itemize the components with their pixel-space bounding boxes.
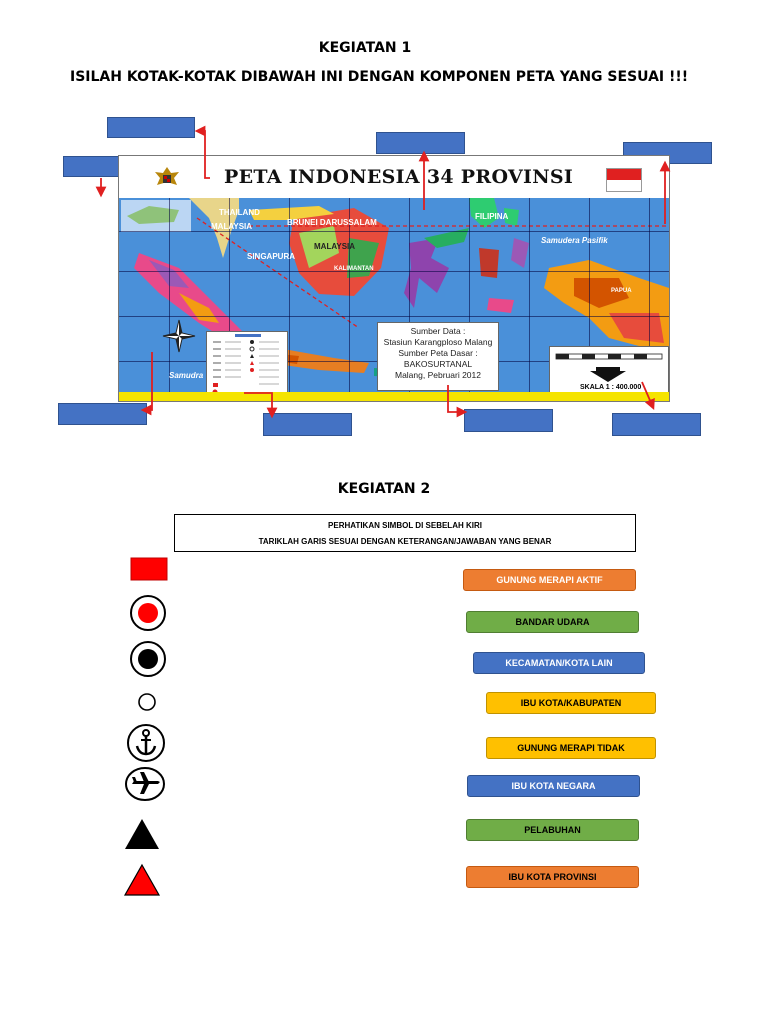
label-samudera: Samudra bbox=[169, 371, 204, 380]
label-papua: PAPUA bbox=[611, 288, 632, 294]
black-dot-circle-icon bbox=[128, 641, 168, 677]
scale-label: SKALA 1 : 400.000 bbox=[580, 384, 642, 391]
label-kalimantan: KALIMANTAN bbox=[334, 266, 374, 272]
answer-ibu-kota-kabupaten[interactable]: IBU KOTA/KABUPATEN bbox=[486, 692, 656, 714]
source-line-3: Sumber Peta Dasar : bbox=[398, 348, 478, 358]
red-dot-circle-icon bbox=[128, 595, 168, 631]
answer-gunung-merapi-aktif[interactable]: GUNUNG MERAPI AKTIF bbox=[463, 569, 636, 591]
kegiatan-2-heading: KEGIATAN 2 bbox=[337, 481, 431, 497]
label-malaysia-east: MALAYSIA bbox=[314, 242, 356, 251]
answer-kecamatan-kota-lain[interactable]: KECAMATAN/KOTA LAIN bbox=[473, 652, 645, 674]
kegiatan-1-instruction: ISILAH KOTAK-KOTAK DIBAWAH INI DENGAN KOMPONEN PETA YANG SESUAI !!! bbox=[70, 69, 689, 85]
answer-pelabuhan[interactable]: PELABUHAN bbox=[466, 819, 639, 841]
black-triangle-icon bbox=[124, 818, 160, 850]
airplane-icon bbox=[124, 766, 166, 802]
pointer-arrows bbox=[0, 0, 768, 450]
label-samudera-pasifik: Samudera Pasifik bbox=[541, 236, 608, 245]
label-brunei: BRUNEI DARUSSALAM bbox=[287, 218, 377, 227]
source-line-2: Stasiun Karangploso Malang bbox=[383, 337, 493, 347]
source-line-4: BAKOSURTANAL bbox=[403, 359, 473, 369]
label-thailand: THAILAND bbox=[219, 208, 260, 217]
kegiatan-2-prompt bbox=[174, 514, 636, 552]
red-square-icon bbox=[130, 557, 168, 581]
label-singapura: SINGAPURA bbox=[247, 252, 296, 261]
prompt-line-1: PERHATIKAN SIMBOL DI SEBELAH KIRI bbox=[328, 521, 482, 530]
source-line-1: Sumber Data : bbox=[410, 326, 466, 336]
kegiatan-1-heading: KEGIATAN 1 bbox=[318, 40, 412, 56]
red-triangle-icon bbox=[123, 863, 161, 897]
small-circle-icon bbox=[136, 692, 158, 712]
map-title: PETA INDONESIA 34 PROVINSI bbox=[224, 166, 574, 188]
answer-ibu-kota-negara[interactable]: IBU KOTA NEGARA bbox=[467, 775, 640, 797]
source-line-5: Malang, Pebruari 2012 bbox=[394, 370, 481, 380]
label-malaysia-west: MALAYSIA bbox=[211, 222, 253, 231]
anchor-icon bbox=[125, 723, 167, 763]
answer-gunung-merapi-tidak[interactable]: GUNUNG MERAPI TIDAK bbox=[486, 737, 656, 759]
answer-bandar-udara[interactable]: BANDAR UDARA bbox=[466, 611, 639, 633]
label-filipina: FILIPINA bbox=[475, 212, 509, 221]
prompt-line-2: TARIKLAH GARIS SESUAI DENGAN KETERANGAN/JAWABAN YANG BENAR bbox=[258, 537, 552, 546]
answer-ibu-kota-provinsi[interactable]: IBU KOTA PROVINSI bbox=[466, 866, 639, 888]
